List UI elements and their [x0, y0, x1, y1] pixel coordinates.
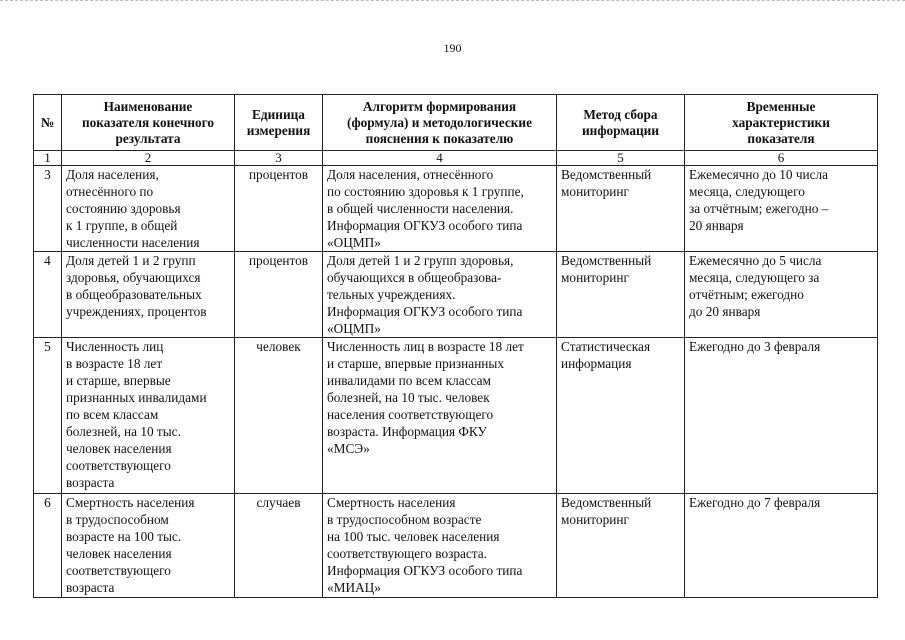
header-line: показателя: [747, 130, 815, 146]
unit-cell: процентов: [235, 166, 323, 252]
cell-line: по всем классам: [66, 407, 159, 422]
cell-line: Доля населения,: [66, 167, 159, 182]
cell-line: человек населения: [66, 546, 172, 561]
indicator-name-cell: [62, 166, 235, 252]
unit-cell: процентов: [235, 252, 323, 338]
cell-line: Ведомственный: [561, 253, 652, 268]
cell-line: в трудоспособном: [66, 512, 169, 527]
method-cell: [557, 338, 685, 494]
cell-line: болезней, на 10 тыс. человек: [327, 390, 490, 405]
indicator-name-cell: [62, 494, 235, 598]
cell-line: населения соответствующего: [327, 407, 494, 422]
cell-line: Информация ОГКУЗ особого типа: [327, 563, 523, 578]
cell-line: человек населения: [66, 441, 172, 456]
cell-line: к 1 группе, в общей: [66, 218, 178, 233]
cell-line: мониторинг: [561, 270, 629, 285]
cell-line: «ОЦМП»: [327, 235, 381, 250]
header-line: Наименование: [103, 98, 193, 114]
row-number-cell: 4: [34, 252, 62, 338]
cell-line: Доля населения, отнесённого: [327, 167, 494, 182]
cell-line: Информация ОГКУЗ особого типа: [327, 218, 523, 233]
table-row: [34, 252, 878, 338]
column-number-cell: 2: [62, 151, 235, 166]
table-header-row: [34, 95, 878, 151]
cell-line: Ежемесячно до 10 числа: [689, 167, 829, 182]
cell-line: учреждениях, процентов: [66, 304, 207, 319]
cell-line: и старше, впервые: [66, 373, 171, 388]
header-line: результата: [115, 130, 181, 146]
cell-line: отнесённого по: [66, 184, 154, 199]
table-row: [34, 494, 878, 598]
cell-line: 20 января: [689, 218, 744, 233]
page-number: 190: [443, 41, 462, 55]
cell-line: в общеобразовательных: [66, 287, 202, 302]
cell-line: тельных учреждениях.: [327, 287, 456, 302]
column-number-cell: 1: [34, 151, 62, 166]
cell-line: информация: [561, 356, 632, 371]
cell-line: соответствующего возраста.: [327, 546, 488, 561]
header-unit: [235, 95, 323, 151]
cell-line: Доля детей 1 и 2 групп: [66, 253, 196, 268]
table-row: [34, 338, 878, 494]
cell-line: признанных инвалидами: [66, 390, 207, 405]
header-line: информации: [582, 122, 659, 138]
cell-line: возраста. Информация ФКУ: [327, 424, 487, 439]
cell-line: Смертность населения: [66, 495, 195, 510]
indicator-name-cell: [62, 338, 235, 494]
cell-line: возрасте на 100 тыс.: [66, 529, 182, 544]
cell-line: «ОЦМП»: [327, 321, 381, 336]
cell-line: состоянию здоровья: [66, 201, 181, 216]
method-cell: [557, 166, 685, 252]
timing-cell: [685, 252, 878, 338]
header-algorithm: [323, 95, 557, 151]
header-line: Временные: [746, 98, 816, 114]
cell-line: в трудоспособном возрасте: [327, 512, 482, 527]
header-line: Метод сбора: [583, 106, 658, 122]
column-number-cell: 3: [235, 151, 323, 166]
method-cell: [557, 252, 685, 338]
row-number-cell: 6: [34, 494, 62, 598]
cell-line: Ведомственный: [561, 167, 652, 182]
cell-line: за отчётным; ежегодно –: [689, 201, 829, 216]
timing-cell: [685, 494, 878, 598]
header-method: [557, 95, 685, 151]
cell-line: месяца, следующего: [689, 184, 805, 199]
algorithm-cell: [323, 338, 557, 494]
cell-line: мониторинг: [561, 512, 629, 527]
cell-line: на 100 тыс. человек населения: [327, 529, 500, 544]
column-number-cell: 4: [323, 151, 557, 166]
cell-line: в общей численности населения.: [327, 201, 514, 216]
cell-line: Численность лиц: [66, 339, 164, 354]
cell-line: болезней, на 10 тыс.: [66, 424, 181, 439]
column-number-row: [34, 151, 878, 166]
cell-line: соответствующего: [66, 458, 171, 473]
header-line: измерения: [246, 122, 311, 138]
scan-edge: [0, 0, 905, 4]
cell-line: Смертность населения: [327, 495, 456, 510]
cell-line: мониторинг: [561, 184, 629, 199]
cell-line: в возрасте 18 лет: [66, 356, 163, 371]
algorithm-cell: [323, 166, 557, 252]
cell-line: Ежемесячно до 5 числа: [689, 253, 822, 268]
cell-line: Численность лиц в возрасте 18 лет: [327, 339, 524, 354]
header-line: Алгоритм формирования: [362, 98, 517, 114]
cell-line: численности населения: [66, 235, 200, 250]
algorithm-cell: [323, 494, 557, 598]
cell-line: здоровья, обучающихся: [66, 270, 201, 285]
cell-line: отчётным; ежегодно: [689, 287, 804, 302]
indicator-name-cell: [62, 252, 235, 338]
unit-cell: человек: [235, 338, 323, 494]
header-number: [34, 95, 62, 151]
cell-line: Статистическая: [561, 339, 651, 354]
cell-line: Доля детей 1 и 2 групп здоровья,: [327, 253, 514, 268]
cell-line: обучающихся в общеобразова-: [327, 270, 502, 285]
cell-line: Информация ОГКУЗ особого типа: [327, 304, 523, 319]
header-line: пояснения к показателю: [365, 130, 514, 146]
cell-line: Ведомственный: [561, 495, 652, 510]
header-indicator-name: [62, 95, 235, 151]
header-line: (формула) и методологические: [347, 114, 532, 130]
header-line: показателя конечного: [81, 114, 214, 130]
algorithm-cell: [323, 252, 557, 338]
header-line: характеристики: [732, 114, 830, 130]
cell-line: возраста: [66, 580, 115, 595]
table-body: [34, 166, 878, 598]
cell-line: и старше, впервые признанных: [327, 356, 505, 371]
cell-line: возраста: [66, 475, 115, 490]
timing-cell: [685, 166, 878, 252]
cell-line: соответствующего: [66, 563, 171, 578]
column-number-cell: 6: [685, 151, 878, 166]
cell-line: «МСЭ»: [327, 441, 370, 456]
row-number-cell: 3: [34, 166, 62, 252]
cell-line: по состоянию здоровья к 1 группе,: [327, 184, 524, 199]
table-row: [34, 166, 878, 252]
header-timing: [685, 95, 878, 151]
row-number-cell: 5: [34, 338, 62, 494]
cell-line: Ежегодно до 7 февраля: [689, 495, 821, 510]
column-number-cell: 5: [557, 151, 685, 166]
unit-cell: случаев: [235, 494, 323, 598]
method-cell: [557, 494, 685, 598]
cell-line: инвалидами по всем классам: [327, 373, 491, 388]
cell-line: месяца, следующего за: [689, 270, 820, 285]
cell-line: Ежегодно до 3 февраля: [689, 339, 821, 354]
timing-cell: [685, 338, 878, 494]
indicator-table: [33, 94, 878, 598]
header-line: Единица: [252, 106, 305, 122]
cell-line: «МИАЦ»: [327, 580, 381, 595]
header-line: №: [40, 114, 55, 130]
cell-line: до 20 января: [689, 304, 761, 319]
